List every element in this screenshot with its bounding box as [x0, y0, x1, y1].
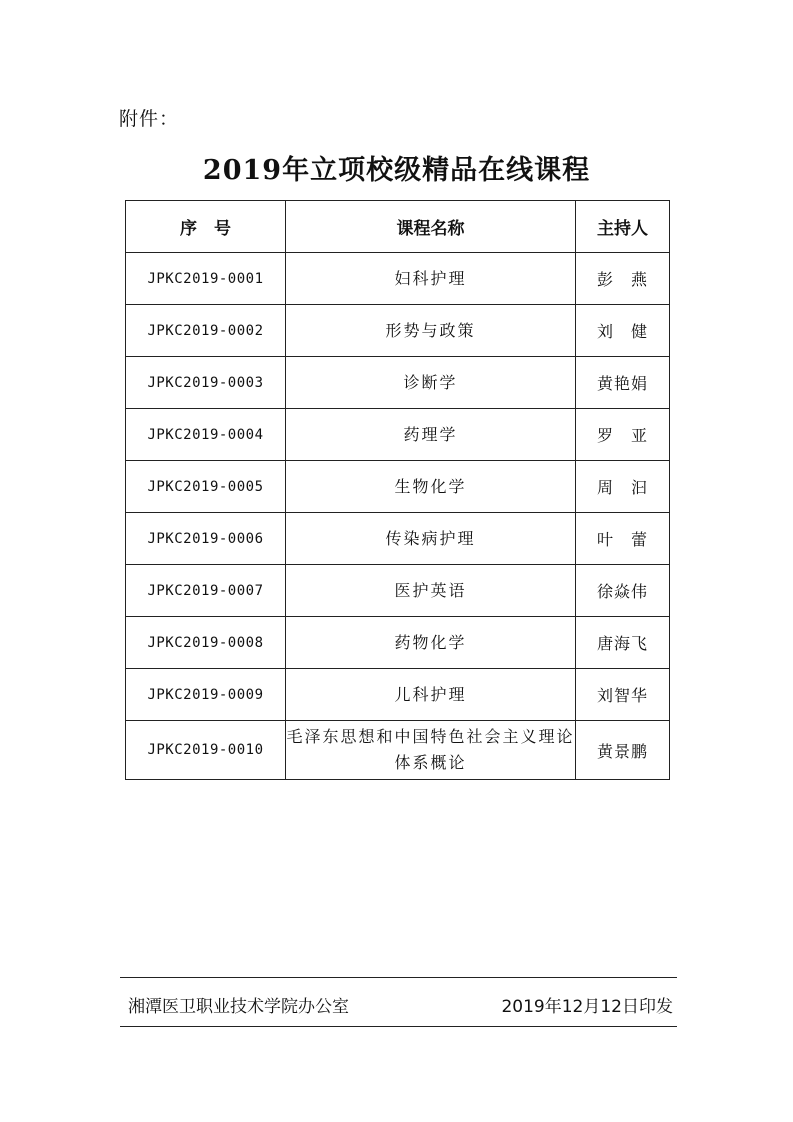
course-code: JPKC2019-0002 — [126, 305, 286, 357]
course-name: 妇科护理 — [286, 253, 576, 305]
course-name: 生物化学 — [286, 461, 576, 513]
course-name: 药理学 — [286, 409, 576, 461]
table-row — [126, 253, 670, 305]
course-code: JPKC2019-0007 — [126, 565, 286, 617]
table-row — [126, 617, 670, 669]
course-code: JPKC2019-0003 — [126, 357, 286, 409]
course-table — [125, 200, 670, 780]
course-host: 叶 蕾 — [576, 513, 670, 565]
course-host: 黄景鹏 — [576, 721, 670, 780]
table-row — [126, 357, 670, 409]
course-name: 儿科护理 — [286, 669, 576, 721]
course-host: 徐焱伟 — [576, 565, 670, 617]
course-name: 传染病护理 — [286, 513, 576, 565]
header-number: 序 号 — [126, 201, 286, 253]
footer-date: 2019年12月12日印发 — [501, 997, 673, 1017]
course-host: 周 汩 — [576, 461, 670, 513]
table-row — [126, 565, 670, 617]
table-row — [126, 461, 670, 513]
footer-bottom-rule — [120, 1026, 677, 1027]
footer-top-rule — [120, 977, 677, 978]
course-name: 诊断学 — [286, 357, 576, 409]
table-row — [126, 721, 670, 780]
table-row — [126, 409, 670, 461]
footer-issuer: 湘潭医卫职业技术学院办公室 — [128, 997, 349, 1017]
attachment-label: 附件： — [119, 108, 180, 130]
course-code: JPKC2019-0008 — [126, 617, 286, 669]
table-header-row — [126, 201, 670, 253]
course-host: 刘智华 — [576, 669, 670, 721]
page-title: 2019年立项校级精品在线课程 — [202, 155, 591, 186]
course-name: 药物化学 — [286, 617, 576, 669]
course-host: 黄艳娟 — [576, 357, 670, 409]
course-code: JPKC2019-0010 — [126, 721, 286, 780]
header-course-name: 课程名称 — [286, 201, 576, 253]
course-code: JPKC2019-0001 — [126, 253, 286, 305]
course-host: 唐海飞 — [576, 617, 670, 669]
table-row — [126, 305, 670, 357]
course-code: JPKC2019-0004 — [126, 409, 286, 461]
table-row — [126, 513, 670, 565]
course-name: 医护英语 — [286, 565, 576, 617]
course-code: JPKC2019-0006 — [126, 513, 286, 565]
course-code: JPKC2019-0009 — [126, 669, 286, 721]
table-row — [126, 669, 670, 721]
course-name: 毛泽东思想和中国特色社会主义理论体系概论 — [286, 721, 576, 780]
course-host: 刘 健 — [576, 305, 670, 357]
footer — [128, 992, 673, 1017]
course-name: 形势与政策 — [286, 305, 576, 357]
course-code: JPKC2019-0005 — [126, 461, 286, 513]
course-host: 彭 燕 — [576, 253, 670, 305]
header-host: 主持人 — [576, 201, 670, 253]
course-host: 罗 亚 — [576, 409, 670, 461]
